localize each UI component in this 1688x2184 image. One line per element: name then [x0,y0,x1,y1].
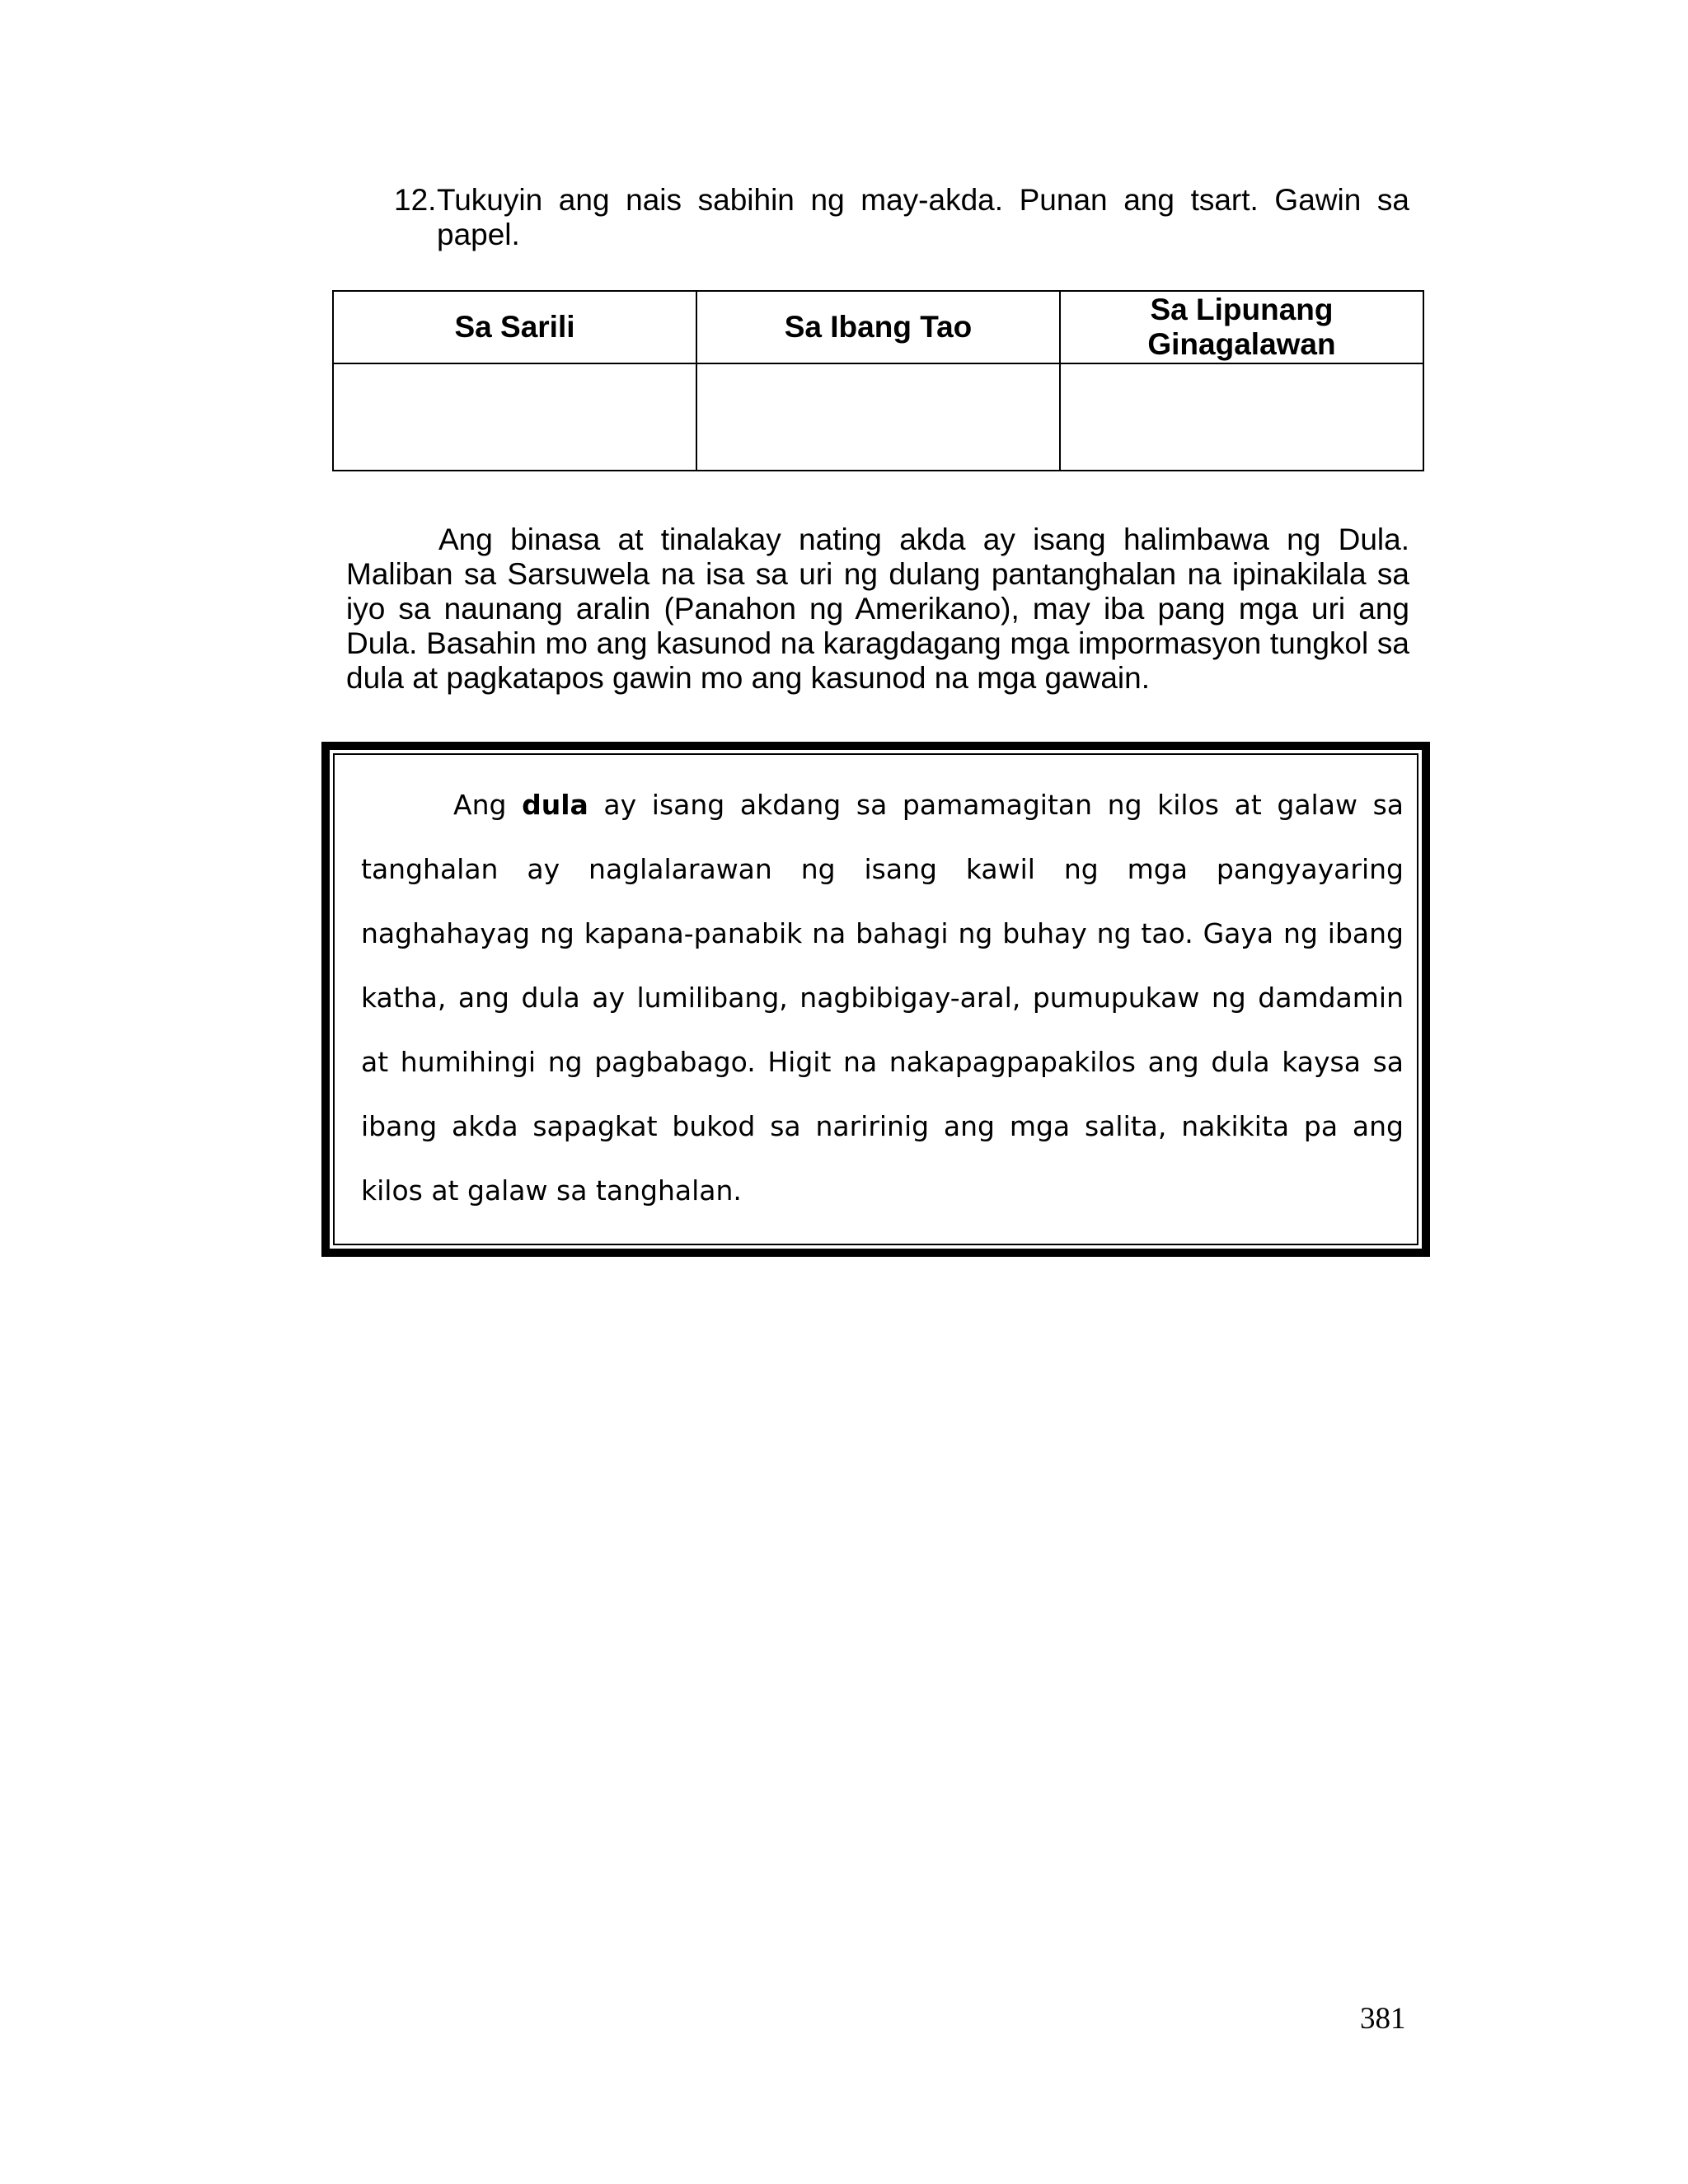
page-number: 381 [1360,2002,1406,2036]
chart-header-row [333,291,1423,363]
definition-box [321,742,1430,1257]
question-12 [394,183,1409,252]
intro-paragraph: Ang binasa at tinalakay nating akda ay isang halimbawa ng Dula. Maliban sa Sarsuwela na isa sa uri ng dulang pantanghalan na ipinakilala sa iyo sa naunang aralin (Panahon ng Amerikano), may iba pang mga uri ang Dula. Basahin mo ang kasunod na karagdagang mga impormasyon tungkol sa dula at pagkatapos gawin mo ang kasunod na mga gawain. [346,523,1409,695]
chart-header-lipunan: Sa Lipunang Ginagalawan [1060,291,1423,363]
definition-text [361,773,1404,1223]
chart-header-sarili: Sa Sarili [333,291,696,363]
definition-body: ay isang akdang sa pamamagitan ng kilos at galaw sa tanghalan ay naglalarawan ng isang kawil ng mga pangyayaring naghahayag ng kapana-panabik na bahagi ng buhay ng tao. Gaya ng ibang katha, ang dula ay lumilibang, nagbibigay-aral, pumupukaw ng damdamin at humihingi ng pagbabago. Higit na nakapagpapakilos ang dula kaysa sa ibang akda sapagkat bukod sa naririnig ang mga salita, nakikita pa ang kilos at galaw sa tanghalan. [361,789,1404,1207]
chart-cell-sarili [333,363,696,471]
definition-lead: Ang [453,789,507,821]
chart-header-ibang-tao: Sa Ibang Tao [696,291,1060,363]
question-text: Tukuyin ang nais sabihin ng may-akda. Punan ang tsart. Gawin sa papel. [437,183,1409,251]
chart-cell-ibang-tao [696,363,1060,471]
response-chart [332,290,1424,471]
chart-answer-row [333,363,1423,471]
chart-cell-lipunan [1060,363,1423,471]
definition-term: dula [522,789,588,821]
question-number: 12. [394,183,437,217]
